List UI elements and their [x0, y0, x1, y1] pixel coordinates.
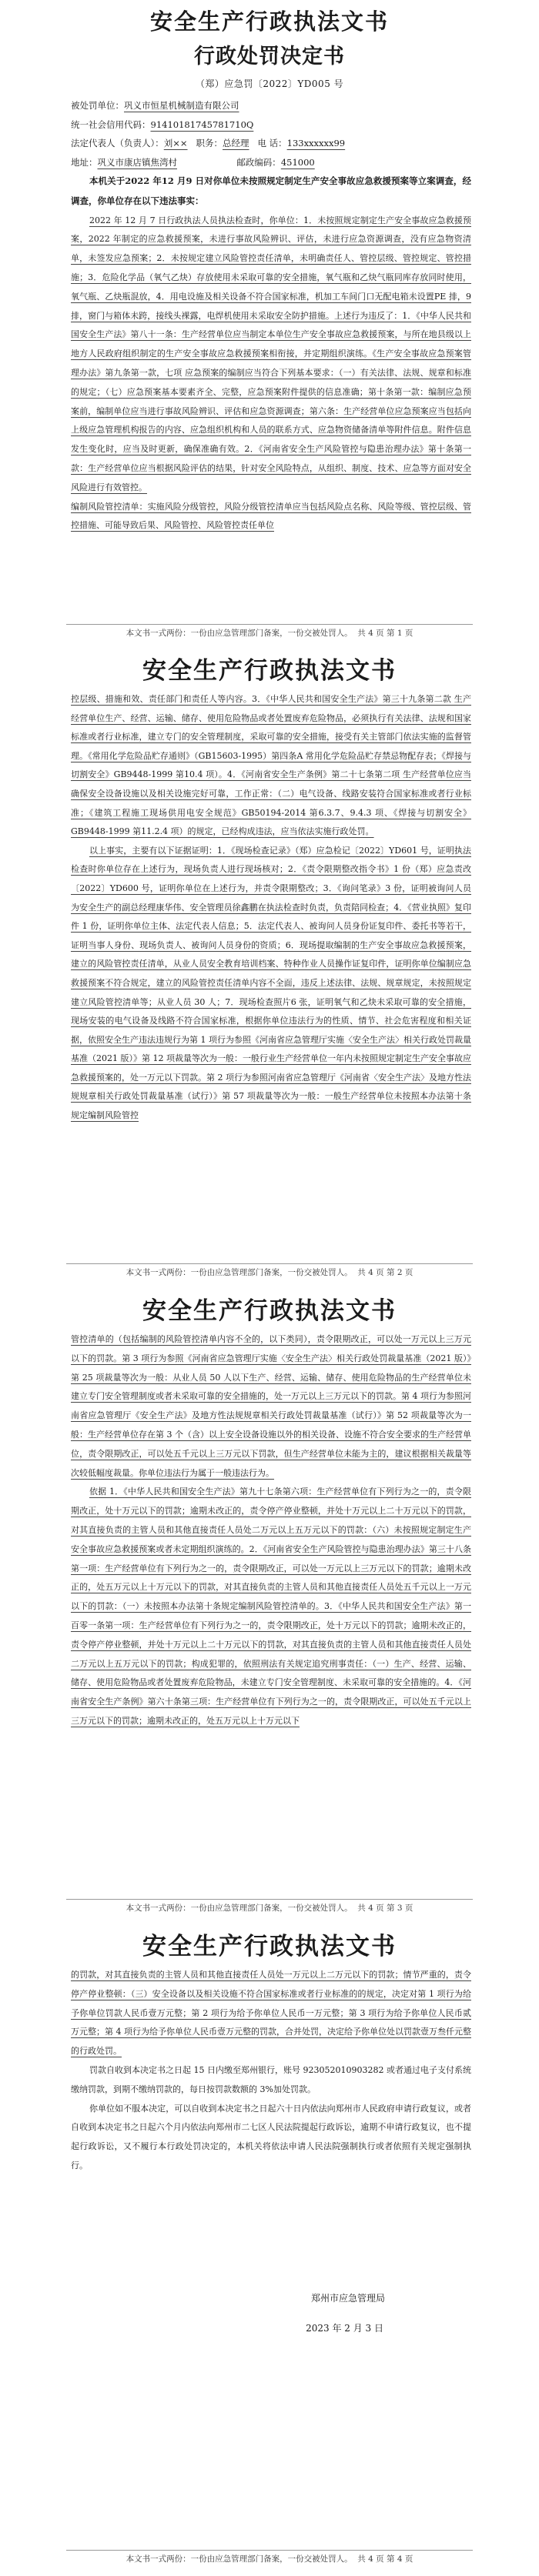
footer-text: 本文书一式两份：一份由应急管理部门备案，一份交被处罚人。 [126, 2554, 353, 2564]
footer-page-suffix: 页 [404, 1904, 413, 1913]
body-paragraph: 本机关于2022 年12 月9 日对你单位未按照规定制定生产安全事故应急救援预案等立案调查，经调查，你单位存在以下违法事实： [71, 175, 471, 206]
body-paragraph: 依据 1．《中华人民共和国安全生产法》第九十七条第六项：生产经营单位有下列行为之一的，责令限期改正，处十万元以下的罚款；逾期未改正的，责令停产停业整顿，并处十万元以上二十万元以下的罚款，对其直接负责的主管人员和其他直接责任人员处二万元以上五万元以下的罚款：（六）未按照规定制定生产安全事故应急救援预案或者未定期组织演练的。2．《河南省安全生产风险管控与隐患治理办法》第三十八条第一项：生产经营单位有下列行为之一的，责令限期改正，可以处一万元以上三万元以下的罚款；逾期未改正的，处五万元以上十万元以下的罚款，对其直接负责的主管人员和其他直接责任人员处五千元以上一万元以下的罚款：（一）未按照本办法第十条规定编制风险管控清单的。3．《中华人民共和国安全生产法》第一百零一条第一项：生产经营单位有下列行为之一的，责令限期改正，处十万元以下的罚款；逾期未改正的，责令停产停业整顿，并处十万元以上二十万元以下的罚款，对其直接负责的主管人员和其他直接责任人员处二万元以上五万元以下的罚款；构成犯罪的，依照刑法有关规定追究刑事责任：（一）生产、经营、运输、储存、使用危险物品或者处置废弃危险物品，未建立专门安全管理制度、未采取可靠的安全措施的。4．《河南省安全生产条例》第六十条第三项：生产经营单位有下列行为之一的，责令限期改正，可以处五千元以上三万元以下的罚款；逾期未改正的，处五万元以上十万元以下 [71, 1487, 471, 1726]
field-label: 职务： [196, 138, 223, 149]
field-value: 451000 [280, 156, 315, 168]
page-header [0, 0, 539, 90]
page-header [0, 1920, 539, 1961]
footer-page-number: 2 [397, 1268, 403, 1277]
field-label: 被处罚单位： [71, 100, 124, 111]
issue-date: 2023 年 2 月 3 日 [306, 2322, 383, 2334]
document-main-title: 安全生产行政执法文书 [142, 657, 397, 685]
body-paragraph: 罚款自收到本决定书之日起 15 日内缴至郑州银行，账号 923052010903282 或者通过电子支付系统缴纳罚款，到期不缴纳罚款的，每日按罚款数额的 3%加处罚款。 [71, 2064, 471, 2094]
field-label: 地址： [71, 156, 98, 168]
footer-page-word: 共 4 页 第 [357, 1904, 395, 1913]
page-footer [0, 1266, 539, 1278]
page-content [0, 1966, 539, 2334]
footer-divider [66, 2550, 473, 2551]
page-content [0, 1330, 539, 1731]
footer-text: 本文书一式两份：一份由应急管理部门备案，一份交被处罚人。 [126, 629, 353, 638]
field-value: 133xxxxxx99 [286, 138, 346, 149]
page-footer [0, 627, 539, 639]
body-paragraph: 你单位如不服本决定，可以自收到本决定书之日起六十日内依法向郑州市人民政府申请行政复议，或者自收到本决定书之日起六个月内依法向郑州市二七区人民法院提起行政诉讼，逾期不申请行政复议，也不提起行政诉讼，又不履行本行政处罚决定的，本机关将依法申请人民法院强制执行或者依照有关规定强制执行。 [71, 2103, 471, 2171]
body-paragraph: 编制风险管控清单：实施风险分级管控，风险分级管控清单应当包括风险点名称、风险等级、管控层级、管控措施、可能导致后果、风险管控、风险管控责任单位 [71, 501, 471, 531]
footer-divider [66, 1263, 473, 1264]
page-header [0, 643, 539, 686]
document-page-4 [0, 1920, 539, 2576]
field-value: 巩义市康店镇焦湾村 [97, 156, 177, 168]
footer-page-number: 3 [397, 1904, 403, 1913]
document-main-title: 安全生产行政执法文书 [142, 1933, 397, 1960]
body-paragraph: 控层级、措施和效、责任部门和责任人等内容。3．《中华人民共和国安全生产法》第三十九条第二款 生产经营单位生产、经营、运输、储存、使用危险物品或者处置废弃危险物品，必须执行有关法律、法规和国家标准或者行业标准，建立专门的安全管理制度，采取可靠的安全措施，接受有关主管部门依法实施的监督管理。《常用化学危险品贮存通则》（GB15603-1995）第四条A 常用化学危险品贮存禁忌物配存表；《焊接与切割安全》GB9448-1999 第10.4 项）。4．《河南省安全生产条例》第二十七条第二项 生产经营单位应当确保安全设备设施以及相关设施完好可靠，工作正常：（二）电气设备、线路安装符合国家标准或者行业标准；《建筑工程施工现场供用电安全规范》GB50194-2014 第6.3.7、9.4.3 项、《焊接与切割安全》GB9448-1999 第11.2.4 项）的规定，已经构成违法，应当依法实施行政处罚。 [71, 694, 471, 837]
footer-text: 本文书一式两份：一份由应急管理部门备案，一份交被处罚人。 [126, 1904, 353, 1913]
field-label: 电 话： [257, 138, 287, 149]
document-number: （郑）应急罚〔2022〕YD005 号 [195, 78, 344, 89]
field-label: 法定代表人（负责人）： [71, 138, 164, 149]
document-sub-title: 行政处罚决定书 [194, 45, 345, 68]
footer-divider [66, 1899, 473, 1900]
field-value: 刘×× [163, 138, 188, 149]
field-value: 巩义市恒星机械制造有限公司 [124, 100, 239, 111]
footer-page-word: 共 4 页 第 [357, 629, 395, 638]
footer-divider [66, 624, 473, 625]
field-representative [71, 134, 471, 153]
signature-block [71, 2291, 471, 2334]
footer-text: 本文书一式两份：一份由应急管理部门备案，一份交被处罚人。 [126, 1268, 353, 1277]
field-credit-code [71, 115, 471, 135]
document-page-3 [0, 1282, 539, 1920]
document-main-title: 安全生产行政执法文书 [149, 8, 389, 35]
footer-page-word: 共 4 页 第 [357, 1268, 395, 1277]
field-label: 邮政编码： [236, 156, 281, 168]
field-address [71, 153, 471, 172]
footer-page-suffix: 页 [404, 2554, 413, 2564]
footer-page-word: 共 4 页 第 [357, 2554, 395, 2564]
page-footer [0, 2553, 539, 2564]
document-page-2 [0, 643, 539, 1282]
page-content [0, 690, 539, 1126]
issuing-authority: 郑州市应急管理局 [310, 2292, 385, 2304]
page-content [0, 96, 539, 536]
body-paragraph: 2022 年 12 月 7 日行政执法人员执法检查时，你单位：1．未按照规定制定生产安全事故应急救援预案，2022 年制定的应急救援预案，未进行事故风险辨识、评估，未进行应急资源调查，没有应急物资清单，未签发应急预案；2．未按规定建立风险管控责任清单，未明确责任人、管控层级、管控规定、管控措施；3．危险化学品（氧气乙炔）存放使用未采取可靠的安全措施，氧气瓶和乙炔气瓶同库存放同时使用，氧气瓶、乙炔瓶混放，4．用电设施及相关设备不符合国家标准，机加工车间门口无配电箱未设置PE 排，9 排，窗门与箱体未跨，接线头裸露，电焊机使用未采取安全防护措施。上述行为违反了：1．《中华人民共和国安全生产法》第八十一条：生产经营单位应当制定本单位生产安全事故应急救援预案，与所在地县级以上地方人民政府组织制定的生产安全事故应急救援预案相衔接，并定期组织演练。《生产安全事故应急预案管理办法》第九条第一款，七项 应急预案的编制应当符合下列基本要求：（一）有关法律、法规、规章和标准的规定；（七）应急预案基本要素齐全、完整，应急预案附件提供的信息准确；第十条第一款：编制应急预案前，编制单位应当进行事故风险辨识、评估和应急资源调查；第六条：生产经营单位应急预案应当包括向上级应急管理机构报告的内容、应急组织机构和人员的联系方式、应急物资储备清单等附件信息。附件信息发生变化时，应当及时更新，确保准确有效。2．《河南省安全生产风险管控与隐患治理办法》第十条第一款：生产经营单位应当根据风险评估的结果，针对安全风险特点，从组织、制度、技术、应急等方面对安全风险进行有效管控。 [71, 215, 471, 492]
footer-page-suffix: 页 [404, 1268, 413, 1277]
field-party [71, 96, 471, 115]
footer-page-number: 1 [397, 629, 403, 638]
page-footer [0, 1902, 539, 1914]
page-header [0, 1282, 539, 1326]
body-paragraph: 的罚款，对其直接负责的主管人员和其他直接责任人员处一万元以上二万元以下的罚款；情节严重的，责令停产停业整顿：（三）安全设备以及相关设施不符合国家标准或者行业标准的的规定，决定对第 1 项行为给予你单位罚款人民币壹万元整；第 2 项行为给予你单位人民币一万元整；第 3 项行为给予你单位人民币贰万元整；第 4 项行为给予你单位人民币壹万元整的罚款，合并处罚，决定给予你单位处以罚款壹万叁仟元整的行政处罚。 [71, 1970, 471, 2057]
document-page-1 [0, 0, 539, 643]
field-value: 91410181745781710Q [150, 118, 254, 130]
body-paragraph: 管控清单的（包括编制的风险管控清单内容不全的，以下类同），责令限期改正，可以处一万元以上三万元以下的罚款。第 3 项行为参照《河南省应急管理厅实施〈安全生产法〉相关行政处罚裁量基准（2021 版）》第 25 项裁量等次为一般：从业人员 50 人以下生产、经营、运输、储存、使用危险物品的生产经营单位未建立专门安全管理制度或者未采取可靠的安全措施的，处一万元以上三万元以下的罚款。第 4 项行为参照河南省应急管理厅《安全生产法》及地方性法规规章相关行政处罚裁量基准（试行）》第 52 项裁量等次为一般：生产经营单位存在第 3 个（含）以上安全设备设施以外的相关设备、设施不符合安全要求的生产经营单位，责令限期改正，可以处五千元以上三万元以下罚款，但生产经营单位未能为主的，建议根据相关裁量等次较低幅度裁量。你单位违法行为属于一般违法行为。 [71, 1334, 471, 1478]
document-main-title: 安全生产行政执法文书 [142, 1297, 397, 1325]
field-label: 统一社会信用代码： [71, 118, 151, 130]
body-paragraph: 以上事实，主要有以下证据证明：1．《现场检查记录》（郑）应急检记〔2022〕YD601 号，证明执法检查时你单位存在上述行为，现场负责人进行现场核对；2．《责令限期整改指令书》1 份（郑）应急责改〔2022〕YD600 号，证明你单位在上述行为，并责令限期整改；3．《询问笔录》3 份，证明被询问人员为安全生产的副总经理康华伟、安全管理员徐鑫鹏在执法检查时负责，负责陪同检查；4．《营业执照》复印件 1 份，证明你单位主体、法定代表人信息；5．法定代表人、被询问人员身份证复印件、委托书等若干，证明当事人身份、现场负责人、被询问人员身份的资质；6．现场提取编制的生产安全事故应急救援预案，建立的风险管控责任清单，从业人员安全教育培训档案、特种作业人员操作证复印件，证明你单位编制应急救援预案不符合规定，建立的风险管控责任清单内容不全面，违反上述法律、法规、规章规定，未按照规定建立风险管控清单等；从业人员 30 人；7．现场检查照片6 张，证明氧气和乙炔未采取可靠的安全措施，现场安装的电气设备及线路不符合国家标准，根据你单位违法行为的性质、情节、社会危害程度和相关证据，依照安全生产违法违规行为第 1 项行为参照《河南省应急管理厅实施〈安全生产法〉相关行政处罚裁量基准（2021 版）》第 12 项裁量等次为一般：一般行业生产经营单位一年内未按照规定制定生产安全事故应急救援预案的，处一万元以下罚款。第 2 项行为参照河南省应急管理厅《河南省〈安全生产法〉及地方性法规规章相关行政处罚裁量基准（试行）》第 57 项裁量等次为一般：一般生产经营单位未按照本办法第十条规定编制风险管控 [71, 845, 471, 1121]
footer-page-suffix: 页 [404, 629, 413, 638]
field-value: 总经理 [223, 138, 249, 149]
footer-page-number: 4 [397, 2554, 403, 2564]
